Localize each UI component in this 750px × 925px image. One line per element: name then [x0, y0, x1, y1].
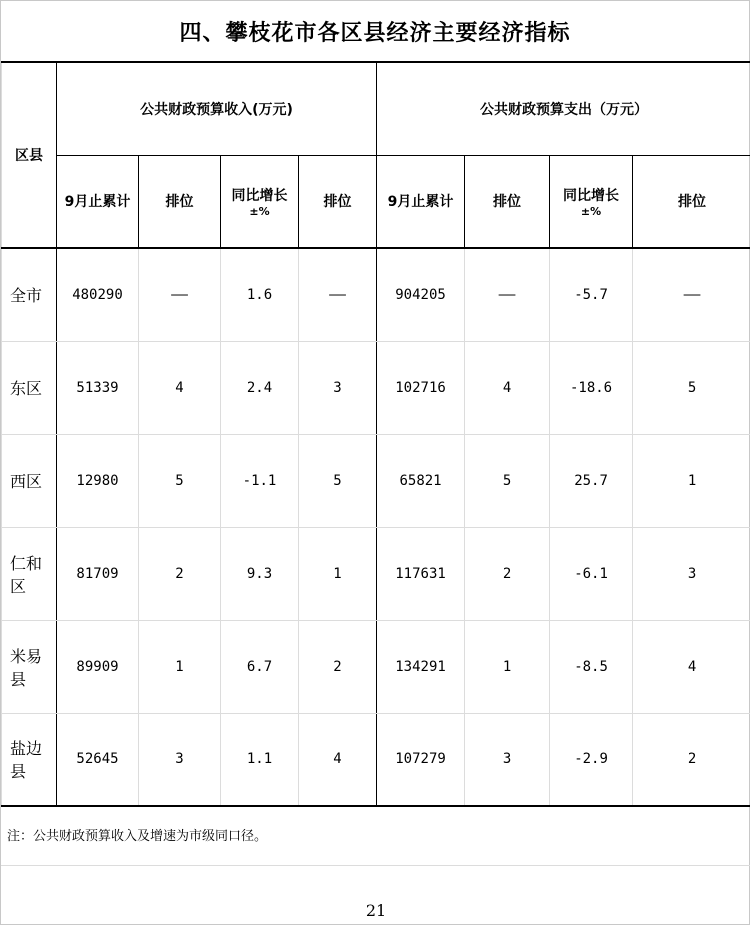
table-cell: 3 [139, 713, 221, 806]
table-cell: 4 [465, 341, 550, 434]
table-cell: 904205 [377, 248, 465, 341]
table-cell: 2 [299, 620, 377, 713]
table-cell: 3 [465, 713, 550, 806]
table-cell: 4 [633, 620, 750, 713]
table-cell: 81709 [57, 527, 139, 620]
footer-divider [1, 865, 750, 866]
table-row [2, 620, 750, 713]
table-cell: 1.1 [221, 713, 299, 806]
table-row [2, 713, 750, 806]
county-name: 东区 [2, 341, 57, 434]
table-cell: 107279 [377, 713, 465, 806]
table-cell: 2 [139, 527, 221, 620]
county-header: 区县 [2, 62, 57, 248]
table-cell: 1.6 [221, 248, 299, 341]
table-cell: -6.1 [550, 527, 633, 620]
col-header: 排位 [299, 155, 377, 248]
table-cell: 3 [299, 341, 377, 434]
col-header: 同比增长 ±% [550, 155, 633, 248]
table-cell: 2 [465, 527, 550, 620]
col-header: 排位 [139, 155, 221, 248]
table-cell: 25.7 [550, 434, 633, 527]
table-cell: 1 [139, 620, 221, 713]
table-cell: -2.9 [550, 713, 633, 806]
revenue-group-header: 公共财政预算收入(万元) [57, 62, 377, 155]
table-cell: 4 [139, 341, 221, 434]
table-cell: 480290 [57, 248, 139, 341]
table-row [2, 248, 750, 341]
table-cell: 5 [299, 434, 377, 527]
table-cell: -1.1 [221, 434, 299, 527]
table-cell: 65821 [377, 434, 465, 527]
table-cell: 1 [465, 620, 550, 713]
table-cell: —— [139, 248, 221, 341]
table-cell: -8.5 [550, 620, 633, 713]
table-cell: 2 [633, 713, 750, 806]
table-cell: 117631 [377, 527, 465, 620]
table-cell: -5.7 [550, 248, 633, 341]
table-cell: 1 [299, 527, 377, 620]
table-cell: —— [633, 248, 750, 341]
table-cell: 102716 [377, 341, 465, 434]
table-cell: —— [465, 248, 550, 341]
table-row [2, 527, 750, 620]
table-note: 注：公共财政预算收入及增速为市级同口径。 [7, 829, 268, 844]
col-header: 9月止累计 [57, 155, 139, 248]
county-name: 仁和区 [2, 527, 57, 620]
table-cell: 51339 [57, 341, 139, 434]
page-title: 四、攀枝花市各区县经济主要经济指标 [179, 20, 571, 46]
table-cell: 4 [299, 713, 377, 806]
table-cell: 3 [633, 527, 750, 620]
col-header: 排位 [633, 155, 750, 248]
page-number: 21 [365, 901, 387, 920]
table-cell: 5 [139, 434, 221, 527]
county-name: 西区 [2, 434, 57, 527]
table-cell: 1 [633, 434, 750, 527]
col-header: 9月止累计 [377, 155, 465, 248]
expenditure-group-header: 公共财政预算支出（万元） [377, 62, 750, 155]
table-cell: 12980 [57, 434, 139, 527]
col-header: 排位 [465, 155, 550, 248]
county-name: 全市 [2, 248, 57, 341]
county-name: 米易县 [2, 620, 57, 713]
table-cell: 5 [633, 341, 750, 434]
county-name: 盐边县 [2, 713, 57, 806]
table-cell: 52645 [57, 713, 139, 806]
table-row [2, 341, 750, 434]
table-cell: -18.6 [550, 341, 633, 434]
table-cell: 5 [465, 434, 550, 527]
table-cell: 9.3 [221, 527, 299, 620]
indicator-table [1, 61, 750, 807]
table-cell: —— [299, 248, 377, 341]
table-cell: 2.4 [221, 341, 299, 434]
table-cell: 89909 [57, 620, 139, 713]
table-cell: 134291 [377, 620, 465, 713]
col-header: 同比增长 ±% [221, 155, 299, 248]
table-cell: 6.7 [221, 620, 299, 713]
table-row [2, 434, 750, 527]
